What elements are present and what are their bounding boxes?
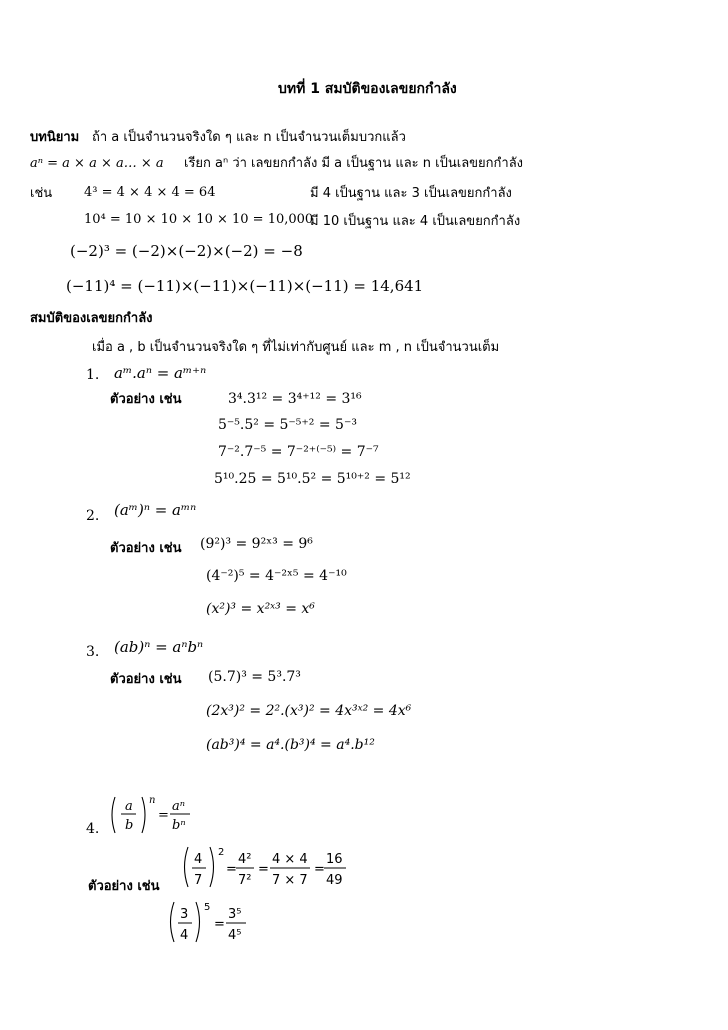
ex1-d1: 7² [238, 873, 252, 888]
rule-rhs-numerator: aⁿ [172, 799, 186, 814]
definition-line2: เรียก aⁿ ว่า เลขยกกำลัง มี a เป็นฐาน และ n เป็นเลขยกกำลัง [184, 156, 524, 171]
property-1-example-4: 5¹⁰.25 = 5¹⁰.5² = 5¹⁰⁺² = 5¹² [214, 471, 411, 487]
property-3-example-1: (5.7)³ = 5³.7³ [208, 669, 301, 685]
svg-text:=: = [314, 862, 325, 877]
property-3-example-3: (ab³)⁴ = a⁴.(b³)⁴ = a⁴.b¹² [206, 737, 375, 753]
ex1-n3: 16 [326, 852, 343, 867]
example-formula-1: 4³ = 4 × 4 × 4 = 64 [84, 185, 216, 200]
property-2-example-label: ตัวอย่าง เช่น [110, 541, 182, 556]
property-2-rule: (aᵐ)ⁿ = aᵐⁿ [114, 501, 197, 519]
definition-line1: ถ้า a เป็นจำนวนจริงใด ๆ และ n เป็นจำนวนเต็มบวกแล้ว [92, 130, 406, 145]
property-1-example-3: 7⁻².7⁻⁵ = 7⁻²⁺⁽⁻⁵⁾ = 7⁻⁷ [218, 444, 379, 460]
svg-text:=: = [258, 862, 269, 877]
example-formula-2: 10⁴ = 10 × 10 × 10 × 10 = 10,000 [84, 212, 314, 227]
property-4-rule [108, 793, 208, 843]
ex1-d3: 49 [326, 873, 343, 888]
property-3-example-2: (2x³)² = 2².(x³)² = 4x³ˣ² = 4x⁶ [206, 703, 412, 719]
property-4-number: 4. [86, 821, 100, 837]
property-2-example-2: (4⁻²)⁵ = 4⁻²ˣ⁵ = 4⁻¹⁰ [206, 568, 347, 584]
ex2-denominator: 4 [180, 928, 189, 943]
property-4-example-2 [166, 898, 266, 950]
svg-text:=: = [214, 917, 225, 932]
properties-intro: เมื่อ a , b เป็นจำนวนจริงใด ๆ ที่ไม่เท่ากับศูนย์ และ m , n เป็นจำนวนเต็ม [92, 340, 500, 355]
property-2-example-1: (9²)³ = 9²ˣ³ = 9⁶ [200, 536, 313, 552]
example-note-2: มี 10 เป็นฐาน และ 4 เป็นเลขยกกำลัง [310, 214, 521, 229]
ex2-numerator: 3 [180, 907, 189, 922]
rule-rhs-denominator: bⁿ [172, 818, 186, 833]
ex1-exponent: 2 [218, 847, 225, 858]
property-1-example-2: 5⁻⁵.5² = 5⁻⁵⁺² = 5⁻³ [218, 417, 357, 433]
page-title: บทที่ 1 สมบัติของเลขยกกำลัง [278, 81, 457, 97]
ex1-numerator: 4 [194, 852, 203, 867]
property-1-rule: aᵐ.aⁿ = aᵐ⁺ⁿ [114, 364, 207, 382]
property-4-example-label: ตัวอย่าง เช่น [88, 879, 160, 894]
property-4-example-1 [172, 843, 352, 895]
example-note-1: มี 4 เป็นฐาน และ 3 เป็นเลขยกกำลัง [310, 186, 512, 201]
ex1-n1: 4² [238, 852, 252, 867]
svg-text:=: = [226, 862, 237, 877]
ex1-d2: 7 × 7 [272, 873, 308, 888]
ex2-exponent: 5 [204, 902, 211, 913]
ex1-denominator: 7 [194, 873, 203, 888]
ex2-n1: 3⁵ [228, 907, 242, 922]
ex1-n2: 4 × 4 [272, 852, 308, 867]
example-formula-4: (−11)⁴ = (−11)×(−11)×(−11)×(−11) = 14,641 [66, 277, 424, 295]
rule-denominator: b [125, 818, 134, 833]
definition-formula: aⁿ = a × a × a… × a [30, 156, 164, 171]
example-formula-3: (−2)³ = (−2)×(−2)×(−2) = −8 [70, 242, 303, 260]
property-3-number: 3. [86, 644, 100, 660]
property-1-example-1: 3⁴.3¹² = 3⁴⁺¹² = 3¹⁶ [228, 391, 362, 407]
examples-label: เช่น [30, 186, 53, 201]
properties-heading: สมบัติของเลขยกกำลัง [30, 311, 153, 326]
property-1-number: 1. [86, 367, 100, 383]
property-2-number: 2. [86, 508, 100, 524]
rule-exponent: n [149, 795, 156, 806]
svg-text:=: = [158, 808, 169, 823]
definition-label: บทนิยาม [30, 130, 80, 145]
rule-numerator: a [125, 799, 133, 814]
property-3-rule: (ab)ⁿ = aⁿbⁿ [114, 638, 204, 656]
property-3-example-label: ตัวอย่าง เช่น [110, 672, 182, 687]
property-2-example-3: (x²)³ = x²ˣ³ = x⁶ [206, 601, 315, 617]
property-1-example-label: ตัวอย่าง เช่น [110, 392, 182, 407]
ex2-d1: 4⁵ [228, 928, 242, 943]
